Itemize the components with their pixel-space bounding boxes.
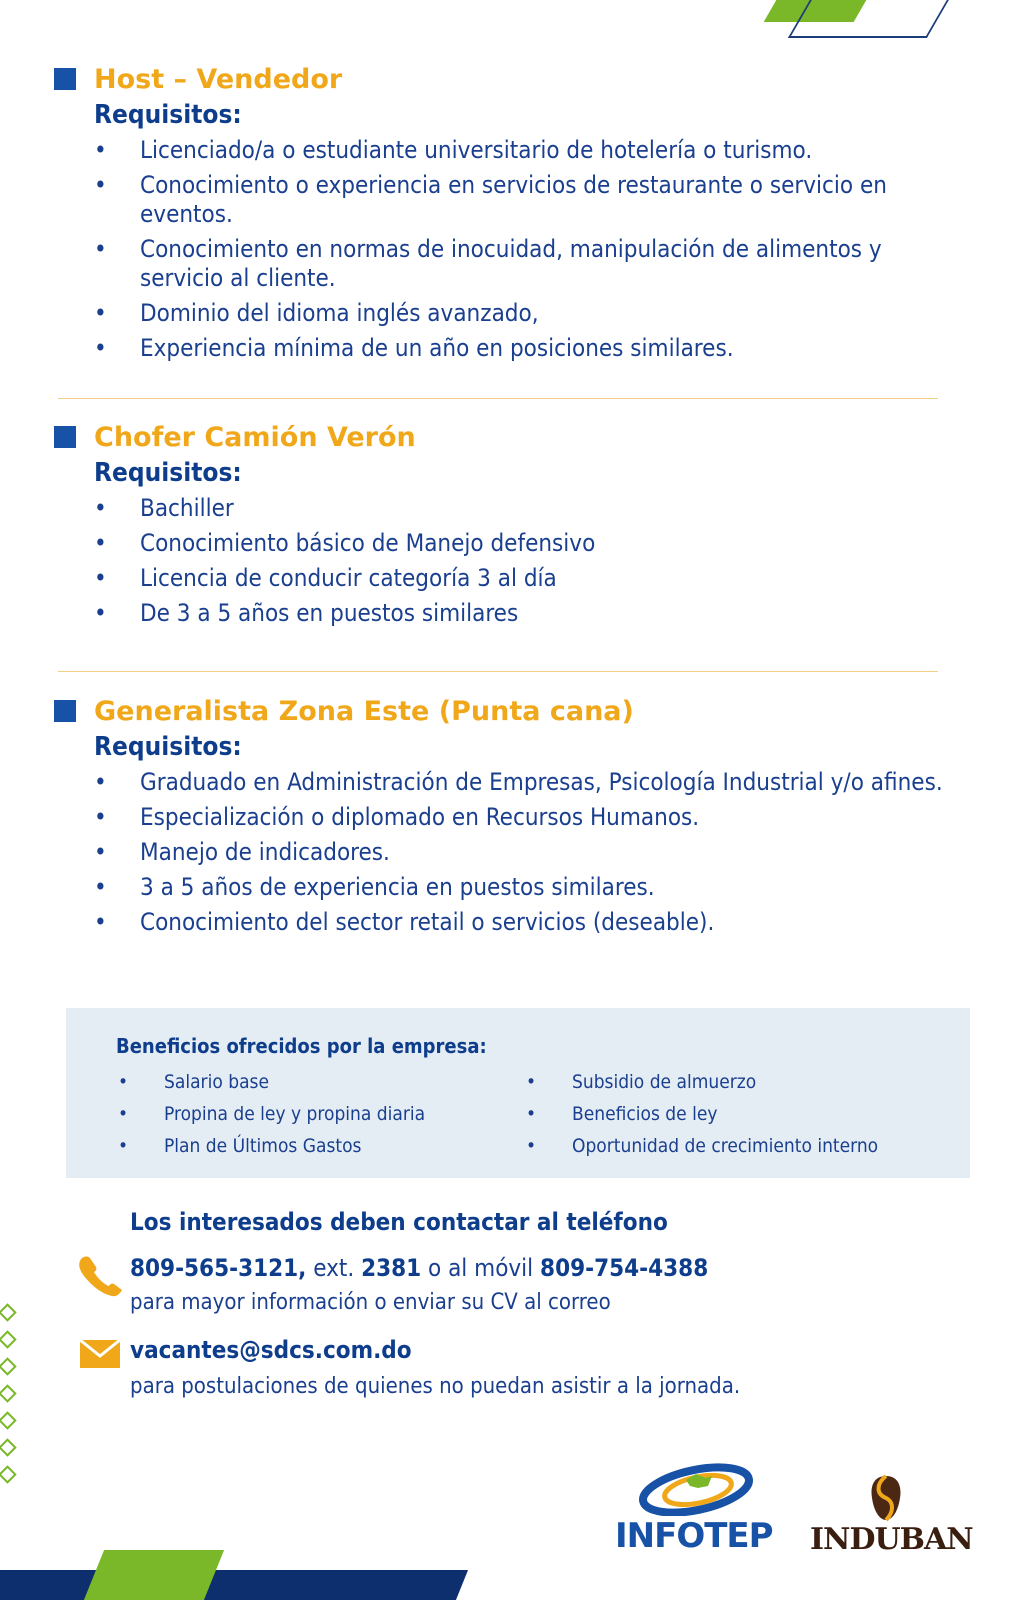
requirements-label: Requisitos: <box>94 732 242 762</box>
job-title-row <box>54 64 954 98</box>
bullet-icon: • <box>94 136 107 164</box>
list-item: • De 3 a 5 años en puestos similares <box>94 599 519 627</box>
bullet-icon: • <box>94 494 107 522</box>
benefits-list-right <box>526 1066 878 1162</box>
list-item: • 3 a 5 años de experiencia en puestos similares. <box>94 873 655 901</box>
diamond-icon <box>0 1330 17 1348</box>
list-item: • Licencia de conducir categoría 3 al día <box>94 564 557 592</box>
job-section-host <box>54 64 954 369</box>
section-divider <box>58 671 938 672</box>
list-item: • Graduado en Administración de Empresas, Psicología Industrial y/o afines. <box>94 768 943 796</box>
bullet-icon: • <box>94 299 107 327</box>
more-info-text: para mayor información o enviar su CV al correo <box>130 1290 611 1315</box>
requirements-list <box>54 768 954 937</box>
infotep-logo-icon <box>636 1456 756 1516</box>
bottom-blue-bar <box>0 1570 478 1600</box>
bullet-icon: • <box>118 1071 129 1093</box>
list-item: • Salario base <box>118 1066 425 1098</box>
requirements-list <box>54 494 954 628</box>
phone-line <box>130 1254 708 1282</box>
diamond-icon <box>0 1411 17 1429</box>
title-square-icon <box>54 700 76 722</box>
requirements-label: Requisitos: <box>94 458 242 488</box>
list-item: • Manejo de indicadores. <box>94 838 390 866</box>
contact-intro: Los interesados deben contactar al teléfono <box>130 1208 668 1236</box>
benefits-title: Beneficios ofrecidos por la empresa: <box>116 1034 487 1058</box>
bullet-icon: • <box>94 838 107 866</box>
bullet-icon: • <box>94 334 107 362</box>
section-divider <box>58 398 938 399</box>
list-item: • Licenciado/a o estudiante universitario de hotelería o turismo. <box>94 136 813 164</box>
bullet-icon: • <box>526 1071 537 1093</box>
job-title: Generalista Zona Este (Punta cana) <box>94 696 634 727</box>
job-section-generalista <box>54 696 954 943</box>
job-title: Chofer Camión Verón <box>94 422 416 453</box>
list-item: • Dominio del idioma inglés avanzado, <box>94 299 539 327</box>
bullet-icon: • <box>526 1103 537 1125</box>
induban-logo-text: INDUBAN <box>810 1522 973 1557</box>
ext-number: 2381 <box>361 1254 422 1282</box>
title-square-icon <box>54 68 76 90</box>
list-item: • Beneficios de ley <box>526 1098 878 1130</box>
mobile-number[interactable]: 809-754-4388 <box>540 1254 709 1282</box>
job-section-chofer <box>54 422 954 634</box>
phone-icon <box>76 1254 124 1298</box>
phone-number[interactable]: 809-565-3121, <box>130 1254 307 1282</box>
bullet-icon: • <box>526 1135 537 1157</box>
bullet-icon: • <box>94 171 107 199</box>
job-title-row <box>54 696 954 730</box>
bottom-green-stripe <box>84 1550 224 1600</box>
diamond-pattern <box>0 1306 20 1495</box>
bullet-icon: • <box>94 529 107 557</box>
list-item: • Plan de Últimos Gastos <box>118 1130 425 1162</box>
list-item: • Subsidio de almuerzo <box>526 1066 878 1098</box>
bullet-icon: • <box>94 908 107 936</box>
top-outline-stripe <box>788 0 951 38</box>
list-item: • Experiencia mínima de un año en posiciones similares. <box>94 334 734 362</box>
bullet-icon: • <box>118 1103 129 1125</box>
job-title-row <box>54 422 954 456</box>
requirements-list <box>54 136 954 363</box>
email-link[interactable]: vacantes@sdcs.com.do <box>130 1336 412 1364</box>
bullet-icon: • <box>94 599 107 627</box>
email-line <box>130 1336 412 1364</box>
requirements-label: Requisitos: <box>94 100 242 130</box>
diamond-icon <box>0 1357 17 1375</box>
diamond-icon <box>0 1384 17 1402</box>
diamond-icon <box>0 1303 17 1321</box>
list-item: • Conocimiento básico de Manejo defensivo <box>94 529 596 557</box>
benefits-box <box>66 1008 970 1178</box>
diamond-icon <box>0 1465 17 1483</box>
list-item: • Conocimiento o experiencia en servicios de restaurante o servicio en eventos. <box>94 171 887 228</box>
list-item: • Conocimiento en normas de inocuidad, manipulación de alimentos y servicio al cliente. <box>94 235 882 292</box>
bullet-icon: • <box>94 873 107 901</box>
list-item: • Especialización o diplomado en Recursos Humanos. <box>94 803 700 831</box>
mobile-label: o al móvil <box>428 1254 534 1282</box>
mail-icon <box>80 1340 120 1368</box>
title-square-icon <box>54 426 76 448</box>
bullet-icon: • <box>94 768 107 796</box>
bullet-icon: • <box>118 1135 129 1157</box>
bullet-icon: • <box>94 235 107 263</box>
bullet-icon: • <box>94 564 107 592</box>
bullet-icon: • <box>94 803 107 831</box>
induban-logo-icon <box>866 1474 906 1522</box>
ext-label: ext. <box>313 1254 355 1282</box>
list-item: • Oportunidad de crecimiento interno <box>526 1130 878 1162</box>
benefits-list-left <box>118 1066 425 1162</box>
list-item: • Bachiller <box>94 494 234 522</box>
list-item: • Conocimiento del sector retail o servicios (deseable). <box>94 908 715 936</box>
job-title: Host – Vendedor <box>94 64 343 95</box>
diamond-icon <box>0 1438 17 1456</box>
list-item: • Propina de ley y propina diaria <box>118 1098 425 1130</box>
closing-text: para postulaciones de quienes no puedan asistir a la jornada. <box>130 1374 741 1399</box>
infotep-logo-text: INFOTEP <box>615 1516 773 1556</box>
